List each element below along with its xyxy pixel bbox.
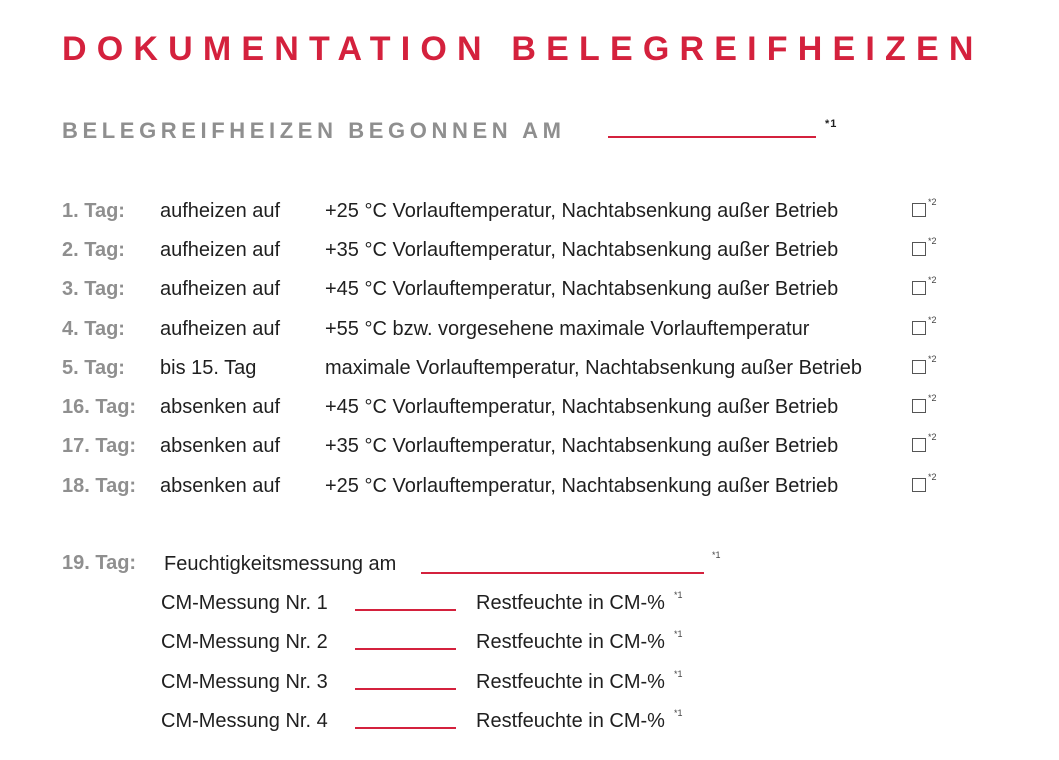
description: +45 °C Vorlauftemperatur, Nachtabsenkung außer Betrieb — [325, 278, 839, 300]
cm-measurement-field[interactable] — [355, 727, 456, 729]
schedule-row — [0, 236, 1059, 269]
footnote-marker: *1 — [674, 669, 683, 679]
start-date-footnote: *1 — [825, 118, 838, 130]
schedule-row — [0, 472, 1059, 505]
action-label: aufheizen auf — [160, 200, 281, 222]
description: +25 °C Vorlauftemperatur, Nachtabsenkung außer Betrieb — [325, 200, 839, 222]
done-checkbox[interactable] — [912, 360, 926, 374]
cm-measurement-row — [0, 631, 1059, 661]
start-date-label: BELEGREIFHEIZEN BEGONNEN AM — [62, 118, 566, 143]
footnote-marker: *1 — [674, 629, 683, 639]
cm-measurement-row — [0, 671, 1059, 701]
footnote-marker: *2 — [928, 197, 937, 207]
action-label: absenken auf — [160, 435, 281, 457]
day-label: 2. Tag: — [62, 239, 125, 261]
done-checkbox[interactable] — [912, 438, 926, 452]
footnote-marker: *2 — [928, 393, 937, 403]
moisture-footnote: *1 — [712, 550, 721, 560]
cm-measurement-row — [0, 710, 1059, 740]
day-label: 4. Tag: — [62, 318, 125, 340]
moisture-date-label: Feuchtigkeitsmessung am — [164, 553, 397, 575]
footnote-marker: *2 — [928, 275, 937, 285]
footnote-marker: *1 — [674, 590, 683, 600]
footnote-marker: *2 — [928, 472, 937, 482]
cm-measurement-row — [0, 592, 1059, 622]
schedule-row — [0, 275, 1059, 308]
footnote-marker: *2 — [928, 236, 937, 246]
description: +35 °C Vorlauftemperatur, Nachtabsenkung außer Betrieb — [325, 239, 839, 261]
residual-moisture-label: Restfeuchte in CM-% — [476, 631, 665, 653]
schedule-row — [0, 354, 1059, 387]
cm-measurement-label: CM-Messung Nr. 1 — [161, 592, 328, 614]
done-checkbox[interactable] — [912, 321, 926, 335]
cm-measurement-label: CM-Messung Nr. 2 — [161, 631, 328, 653]
page-title: DOKUMENTATION BELEGREIFHEIZEN — [62, 30, 984, 68]
cm-measurement-field[interactable] — [355, 609, 456, 611]
start-date-field[interactable] — [608, 136, 816, 138]
done-checkbox[interactable] — [912, 242, 926, 256]
done-checkbox[interactable] — [912, 399, 926, 413]
residual-moisture-label: Restfeuchte in CM-% — [476, 592, 665, 614]
description: +25 °C Vorlauftemperatur, Nachtabsenkung außer Betrieb — [325, 475, 839, 497]
day-label: 16. Tag: — [62, 396, 137, 418]
description: +45 °C Vorlauftemperatur, Nachtabsenkung außer Betrieb — [325, 396, 839, 418]
footnote-marker: *1 — [674, 708, 683, 718]
description: maximale Vorlauftemperatur, Nachtabsenkung außer Betrieb — [325, 357, 862, 379]
description: +55 °C bzw. vorgesehene maximale Vorlauftemperatur — [325, 318, 810, 340]
day-label: 18. Tag: — [62, 475, 137, 497]
schedule-row — [0, 197, 1059, 230]
day-label: 3. Tag: — [62, 278, 125, 300]
footnote-marker: *2 — [928, 315, 937, 325]
moisture-date-field[interactable] — [421, 572, 704, 574]
schedule-row — [0, 432, 1059, 465]
action-label: aufheizen auf — [160, 318, 281, 340]
residual-moisture-label: Restfeuchte in CM-% — [476, 671, 665, 693]
day-label: 5. Tag: — [62, 357, 125, 379]
residual-moisture-label: Restfeuchte in CM-% — [476, 710, 665, 732]
done-checkbox[interactable] — [912, 281, 926, 295]
action-label: aufheizen auf — [160, 239, 281, 261]
action-label: bis 15. Tag — [160, 357, 257, 379]
description: +35 °C Vorlauftemperatur, Nachtabsenkung außer Betrieb — [325, 435, 839, 457]
day-label: 1. Tag: — [62, 200, 125, 222]
done-checkbox[interactable] — [912, 203, 926, 217]
schedule-row — [0, 315, 1059, 348]
cm-measurement-field[interactable] — [355, 688, 456, 690]
cm-measurement-label: CM-Messung Nr. 3 — [161, 671, 328, 693]
action-label: absenken auf — [160, 475, 281, 497]
action-label: aufheizen auf — [160, 278, 281, 300]
cm-measurement-field[interactable] — [355, 648, 456, 650]
moisture-day-label: 19. Tag: — [62, 552, 137, 574]
footnote-marker: *2 — [928, 354, 937, 364]
done-checkbox[interactable] — [912, 478, 926, 492]
cm-measurement-label: CM-Messung Nr. 4 — [161, 710, 328, 732]
footnote-marker: *2 — [928, 432, 937, 442]
schedule-row — [0, 393, 1059, 426]
day-label: 17. Tag: — [62, 435, 137, 457]
action-label: absenken auf — [160, 396, 281, 418]
